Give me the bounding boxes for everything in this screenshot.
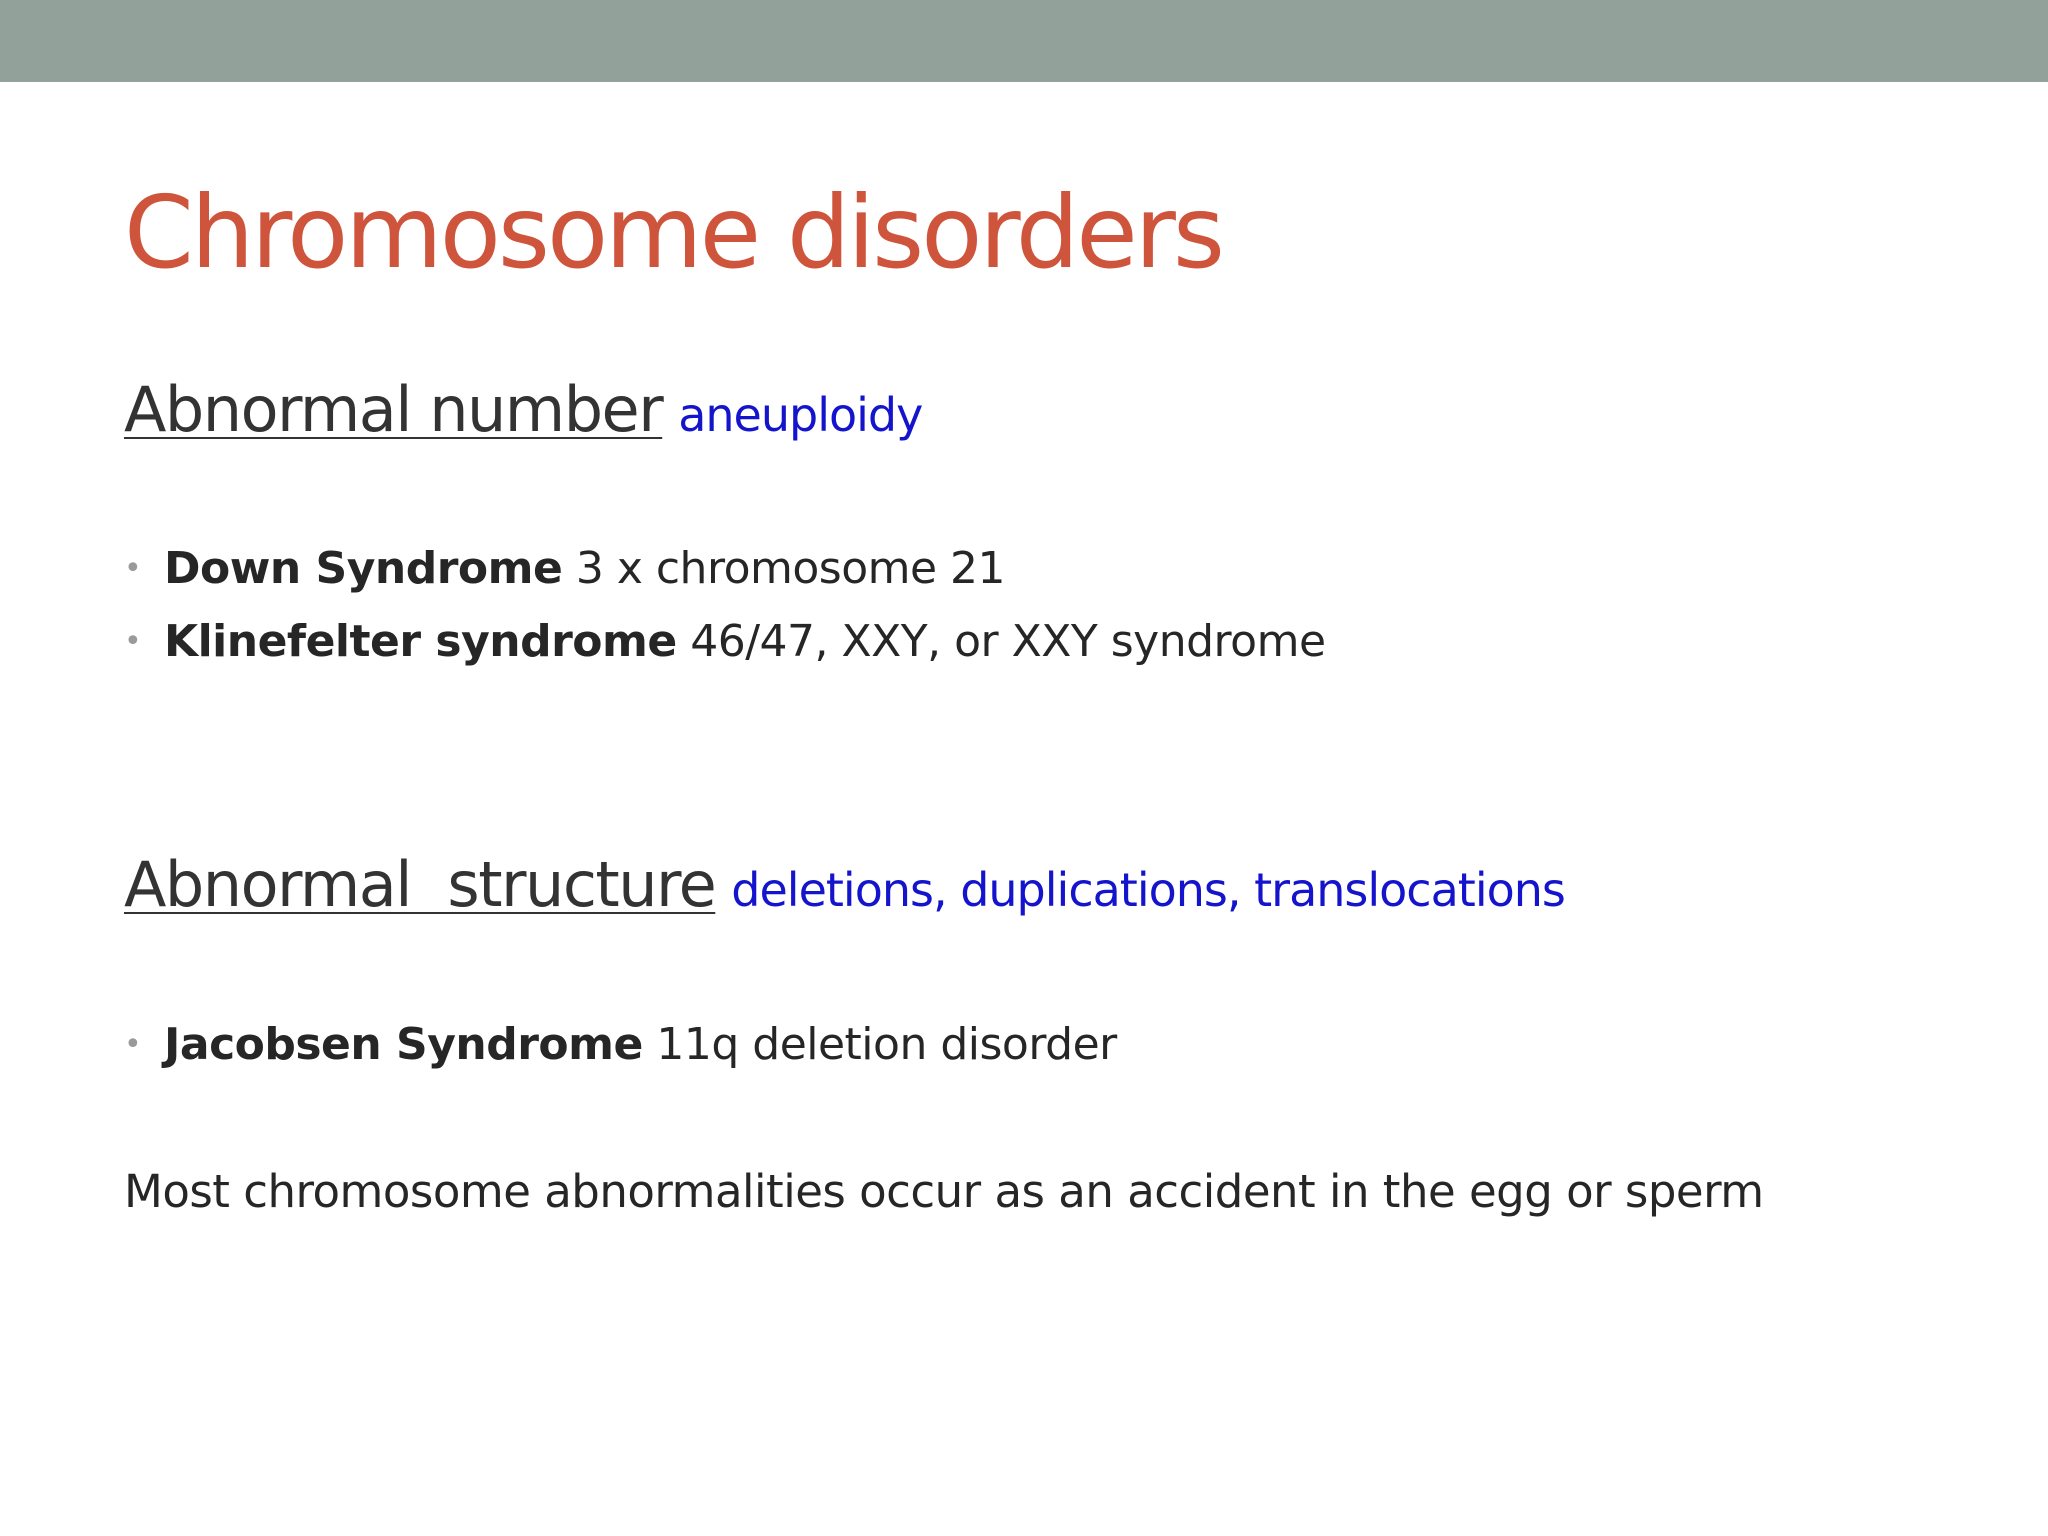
- slide-title: Chromosome disorders: [124, 174, 1223, 291]
- bullet-icon: •: [124, 551, 142, 586]
- bullet-list-abnormal-number: [124, 532, 1326, 678]
- section-heading-note: deletions, duplications, translocations: [731, 863, 1565, 917]
- top-accent-band: [0, 0, 2048, 82]
- section-heading-abnormal-number: [124, 370, 922, 455]
- list-item: [124, 605, 1326, 678]
- list-item: [124, 532, 1326, 605]
- section-heading-label: Abnormal structure: [124, 848, 716, 921]
- disorder-term: Down Syndrome: [164, 543, 563, 594]
- section-heading-note: aneuploidy: [678, 388, 923, 442]
- disorder-detail: 3 x chromosome 21: [575, 543, 1006, 594]
- bullet-list-abnormal-structure: [124, 1008, 1117, 1081]
- bullet-icon: •: [124, 1027, 142, 1062]
- bullet-icon: •: [124, 624, 142, 659]
- list-item: [124, 1008, 1117, 1081]
- disorder-term: Jacobsen Syndrome: [164, 1019, 643, 1070]
- disorder-detail: 46/47, XXY, or XXY syndrome: [690, 616, 1326, 667]
- section-heading-abnormal-structure: [124, 845, 1565, 930]
- section-heading-label: Abnormal number: [124, 373, 663, 446]
- summary-statement: Most chromosome abnormalities occur as an accident in the egg or sperm: [124, 1165, 1764, 1218]
- disorder-term: Klinefelter syndrome: [164, 616, 677, 667]
- disorder-detail: 11q deletion disorder: [656, 1019, 1117, 1070]
